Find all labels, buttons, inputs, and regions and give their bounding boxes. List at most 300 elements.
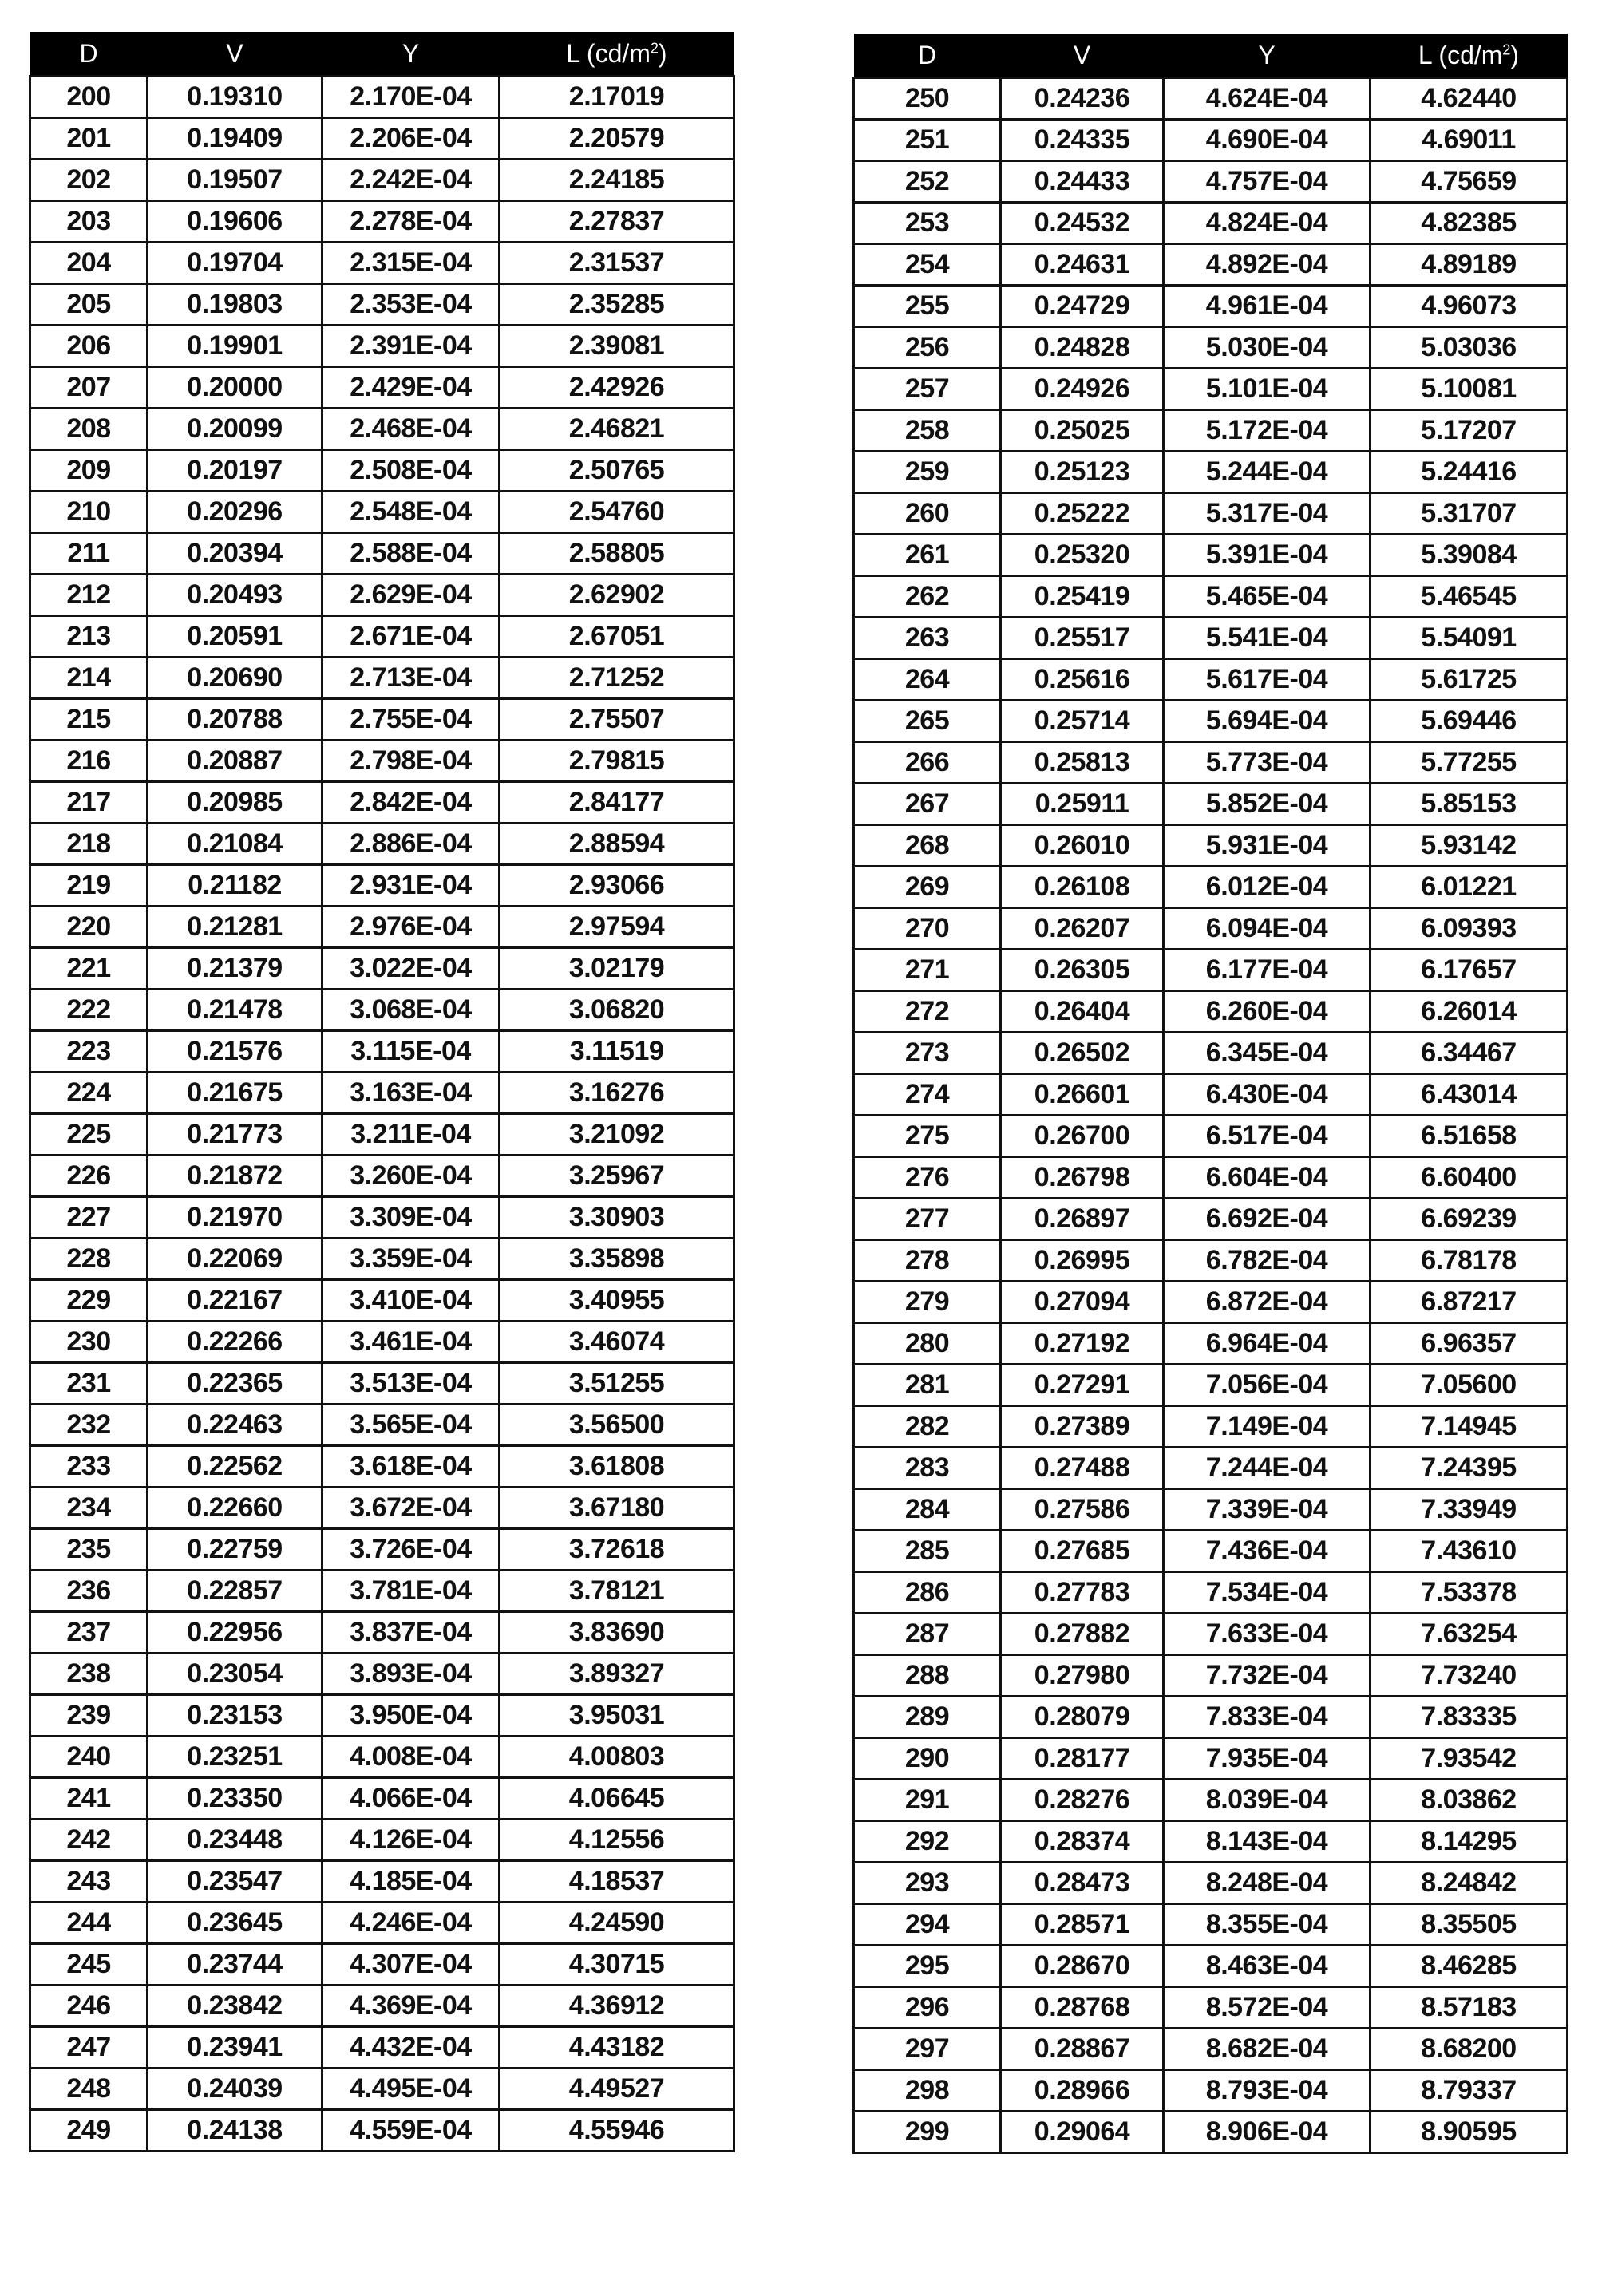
- cell-d: 266: [854, 742, 1001, 784]
- cell-y: 5.030E-04: [1164, 327, 1371, 369]
- cell-v: 0.20394: [148, 533, 322, 575]
- table-row: [30, 201, 734, 243]
- cell-y: 3.022E-04: [322, 948, 500, 990]
- cell-d: 281: [854, 1365, 1001, 1406]
- cell-d: 270: [854, 908, 1001, 950]
- table-row: [30, 1986, 734, 2027]
- table-row: [854, 1157, 1568, 1199]
- luminance-table-right: [852, 34, 1568, 2154]
- cell-v: 0.28374: [1001, 1821, 1164, 1863]
- column-header-label: V: [1074, 41, 1090, 69]
- cell-d: 217: [30, 782, 148, 824]
- cell-l: 4.62440: [1371, 78, 1568, 120]
- cell-l: 8.79337: [1371, 2070, 1568, 2112]
- cell-v: 0.26207: [1001, 908, 1164, 950]
- cell-v: 0.24433: [1001, 161, 1164, 203]
- cell-v: 0.22759: [148, 1529, 322, 1571]
- cell-v: 0.22463: [148, 1405, 322, 1446]
- cell-v: 0.24039: [148, 2069, 322, 2110]
- table-row: [854, 1489, 1568, 1531]
- cell-l: 4.24590: [500, 1903, 734, 1944]
- cell-y: 6.964E-04: [1164, 1323, 1371, 1365]
- cell-l: 3.46074: [500, 1322, 734, 1363]
- cell-d: 207: [30, 367, 148, 409]
- cell-d: 200: [30, 77, 148, 118]
- cell-l: 3.51255: [500, 1363, 734, 1405]
- cell-v: 0.26108: [1001, 867, 1164, 908]
- cell-l: 7.43610: [1371, 1531, 1568, 1572]
- cell-l: 2.39081: [500, 326, 734, 367]
- cell-l: 2.27837: [500, 201, 734, 243]
- table-row: [30, 1571, 734, 1612]
- table-row: [30, 1405, 734, 1446]
- table-header: [30, 32, 734, 77]
- cell-v: 0.21379: [148, 948, 322, 990]
- cell-d: 209: [30, 450, 148, 492]
- table-row: [30, 77, 734, 118]
- cell-l: 3.30903: [500, 1197, 734, 1239]
- cell-y: 2.429E-04: [322, 367, 500, 409]
- cell-d: 271: [854, 950, 1001, 991]
- cell-v: 0.20296: [148, 492, 322, 533]
- cell-v: 0.27192: [1001, 1323, 1164, 1365]
- cell-v: 0.21872: [148, 1156, 322, 1197]
- cell-d: 216: [30, 741, 148, 782]
- cell-v: 0.24335: [1001, 120, 1164, 161]
- cell-v: 0.22857: [148, 1571, 322, 1612]
- cell-y: 2.755E-04: [322, 699, 500, 741]
- cell-d: 245: [30, 1944, 148, 1986]
- cell-y: 3.211E-04: [322, 1114, 500, 1156]
- cell-v: 0.22266: [148, 1322, 322, 1363]
- table-row: [30, 2069, 734, 2110]
- table-row: [30, 1903, 734, 1944]
- cell-d: 237: [30, 1612, 148, 1654]
- cell-y: 4.008E-04: [322, 1737, 500, 1778]
- cell-y: 7.534E-04: [1164, 1572, 1371, 1614]
- cell-l: 8.14295: [1371, 1821, 1568, 1863]
- cell-v: 0.27094: [1001, 1282, 1164, 1323]
- cell-d: 252: [854, 161, 1001, 203]
- table-row: [854, 203, 1568, 244]
- cell-y: 2.629E-04: [322, 575, 500, 616]
- table-row: [30, 616, 734, 658]
- cell-v: 0.28276: [1001, 1780, 1164, 1821]
- cell-v: 0.26305: [1001, 950, 1164, 991]
- table-row: [854, 1572, 1568, 1614]
- cell-d: 223: [30, 1031, 148, 1073]
- cell-d: 203: [30, 201, 148, 243]
- cell-d: 220: [30, 907, 148, 948]
- cell-d: 248: [30, 2069, 148, 2110]
- cell-y: 4.185E-04: [322, 1861, 500, 1903]
- cell-d: 238: [30, 1654, 148, 1695]
- cell-l: 3.89327: [500, 1654, 734, 1695]
- cell-v: 0.24729: [1001, 286, 1164, 327]
- cell-d: 246: [30, 1986, 148, 2027]
- cell-v: 0.20985: [148, 782, 322, 824]
- cell-v: 0.27882: [1001, 1614, 1164, 1655]
- cell-y: 8.039E-04: [1164, 1780, 1371, 1821]
- cell-y: 2.713E-04: [322, 658, 500, 699]
- cell-l: 4.96073: [1371, 286, 1568, 327]
- table-row: [30, 492, 734, 533]
- cell-y: 3.410E-04: [322, 1280, 500, 1322]
- cell-v: 0.25714: [1001, 701, 1164, 742]
- cell-v: 0.19704: [148, 243, 322, 284]
- cell-d: 243: [30, 1861, 148, 1903]
- superscript: 2: [1502, 41, 1510, 57]
- cell-v: 0.22069: [148, 1239, 322, 1280]
- cell-v: 0.27291: [1001, 1365, 1164, 1406]
- cell-d: 290: [854, 1738, 1001, 1780]
- cell-l: 5.10081: [1371, 369, 1568, 410]
- cell-v: 0.25517: [1001, 618, 1164, 659]
- cell-v: 0.21773: [148, 1114, 322, 1156]
- table-row: [854, 1199, 1568, 1240]
- cell-d: 221: [30, 948, 148, 990]
- cell-v: 0.25025: [1001, 410, 1164, 452]
- cell-d: 212: [30, 575, 148, 616]
- cell-y: 5.465E-04: [1164, 576, 1371, 618]
- table-row: [30, 409, 734, 450]
- cell-l: 3.40955: [500, 1280, 734, 1322]
- table-row: [30, 990, 734, 1031]
- cell-d: 287: [854, 1614, 1001, 1655]
- cell-d: 272: [854, 991, 1001, 1033]
- column-header-label: L (cd/m: [566, 39, 651, 68]
- cell-l: 3.25967: [500, 1156, 734, 1197]
- cell-d: 224: [30, 1073, 148, 1114]
- cell-y: 3.950E-04: [322, 1695, 500, 1737]
- cell-y: 4.307E-04: [322, 1944, 500, 1986]
- cell-d: 228: [30, 1239, 148, 1280]
- cell-y: 5.773E-04: [1164, 742, 1371, 784]
- cell-y: 4.432E-04: [322, 2027, 500, 2069]
- cell-l: 8.90595: [1371, 2112, 1568, 2153]
- cell-l: 3.16276: [500, 1073, 734, 1114]
- column-header-d: [854, 34, 1001, 78]
- cell-l: 8.24842: [1371, 1863, 1568, 1904]
- cell-y: 3.893E-04: [322, 1654, 500, 1695]
- cell-y: 2.170E-04: [322, 77, 500, 118]
- cell-y: 7.149E-04: [1164, 1406, 1371, 1448]
- cell-v: 0.28966: [1001, 2070, 1164, 2112]
- cell-y: 6.517E-04: [1164, 1116, 1371, 1157]
- table-row: [30, 450, 734, 492]
- cell-v: 0.28670: [1001, 1946, 1164, 1987]
- table-row: [30, 367, 734, 409]
- cell-l: 3.35898: [500, 1239, 734, 1280]
- cell-d: 232: [30, 1405, 148, 1446]
- cell-v: 0.26010: [1001, 825, 1164, 867]
- table-row: [30, 284, 734, 326]
- cell-l: 2.75507: [500, 699, 734, 741]
- cell-l: 6.87217: [1371, 1282, 1568, 1323]
- cell-l: 4.06645: [500, 1778, 734, 1820]
- cell-d: 239: [30, 1695, 148, 1737]
- table-row: [854, 1116, 1568, 1157]
- cell-v: 0.20000: [148, 367, 322, 409]
- cell-y: 2.508E-04: [322, 450, 500, 492]
- cell-d: 288: [854, 1655, 1001, 1697]
- cell-l: 2.62902: [500, 575, 734, 616]
- cell-d: 211: [30, 533, 148, 575]
- cell-d: 259: [854, 452, 1001, 493]
- cell-y: 4.246E-04: [322, 1903, 500, 1944]
- column-header-v: [1001, 34, 1164, 78]
- table-row: [854, 825, 1568, 867]
- cell-l: 3.61808: [500, 1446, 734, 1488]
- cell-d: 282: [854, 1406, 1001, 1448]
- cell-l: 6.09393: [1371, 908, 1568, 950]
- table-row: [30, 1737, 734, 1778]
- cell-y: 2.353E-04: [322, 284, 500, 326]
- table-row: [854, 1323, 1568, 1365]
- cell-v: 0.23744: [148, 1944, 322, 1986]
- cell-d: 257: [854, 369, 1001, 410]
- table-row: [854, 1904, 1568, 1946]
- cell-l: 5.31707: [1371, 493, 1568, 535]
- cell-l: 6.34467: [1371, 1033, 1568, 1074]
- cell-l: 6.17657: [1371, 950, 1568, 991]
- cell-l: 3.06820: [500, 990, 734, 1031]
- cell-y: 5.101E-04: [1164, 369, 1371, 410]
- cell-y: 3.260E-04: [322, 1156, 500, 1197]
- cell-y: 3.068E-04: [322, 990, 500, 1031]
- cell-v: 0.22167: [148, 1280, 322, 1322]
- table-row: [854, 2029, 1568, 2070]
- cell-l: 2.71252: [500, 658, 734, 699]
- cell-y: 3.513E-04: [322, 1363, 500, 1405]
- column-header-label: V: [226, 39, 243, 68]
- column-header-label: Y: [402, 39, 419, 68]
- cell-y: 5.172E-04: [1164, 410, 1371, 452]
- cell-v: 0.26897: [1001, 1199, 1164, 1240]
- cell-d: 263: [854, 618, 1001, 659]
- cell-y: 4.126E-04: [322, 1820, 500, 1861]
- cell-l: 2.24185: [500, 160, 734, 201]
- cell-y: 4.495E-04: [322, 2069, 500, 2110]
- column-header-l: [500, 32, 734, 77]
- cell-l: 7.33949: [1371, 1489, 1568, 1531]
- cell-l: 5.77255: [1371, 742, 1568, 784]
- cell-y: 3.115E-04: [322, 1031, 500, 1073]
- cell-v: 0.25419: [1001, 576, 1164, 618]
- cell-l: 4.89189: [1371, 244, 1568, 286]
- cell-v: 0.25320: [1001, 535, 1164, 576]
- cell-v: 0.28571: [1001, 1904, 1164, 1946]
- cell-d: 201: [30, 118, 148, 160]
- cell-v: 0.27783: [1001, 1572, 1164, 1614]
- column-header-label: D: [918, 41, 936, 69]
- column-header-label: D: [79, 39, 97, 68]
- cell-l: 8.35505: [1371, 1904, 1568, 1946]
- table-header: [854, 34, 1568, 78]
- cell-l: 2.58805: [500, 533, 734, 575]
- table-row: [854, 493, 1568, 535]
- cell-d: 244: [30, 1903, 148, 1944]
- cell-d: 254: [854, 244, 1001, 286]
- table-row: [854, 1987, 1568, 2029]
- cell-d: 267: [854, 784, 1001, 825]
- table-row: [30, 2027, 734, 2069]
- cell-d: 283: [854, 1448, 1001, 1489]
- table-row: [854, 535, 1568, 576]
- table-row: [30, 1778, 734, 1820]
- cell-y: 3.309E-04: [322, 1197, 500, 1239]
- cell-d: 222: [30, 990, 148, 1031]
- cell-l: 2.54760: [500, 492, 734, 533]
- cell-v: 0.22660: [148, 1488, 322, 1529]
- cell-l: 3.21092: [500, 1114, 734, 1156]
- cell-y: 3.672E-04: [322, 1488, 500, 1529]
- table-row: [854, 1946, 1568, 1987]
- cell-d: 231: [30, 1363, 148, 1405]
- table-row: [854, 908, 1568, 950]
- table-row: [854, 742, 1568, 784]
- cell-d: 273: [854, 1033, 1001, 1074]
- cell-l: 6.96357: [1371, 1323, 1568, 1365]
- cell-d: 236: [30, 1571, 148, 1612]
- table-row: [30, 326, 734, 367]
- cell-y: 4.369E-04: [322, 1986, 500, 2027]
- cell-v: 0.20788: [148, 699, 322, 741]
- cell-v: 0.27685: [1001, 1531, 1164, 1572]
- cell-y: 6.782E-04: [1164, 1240, 1371, 1282]
- cell-y: 7.935E-04: [1164, 1738, 1371, 1780]
- cell-v: 0.25616: [1001, 659, 1164, 701]
- cell-d: 253: [854, 203, 1001, 244]
- table-row: [854, 1074, 1568, 1116]
- cell-l: 2.97594: [500, 907, 734, 948]
- table-row: [854, 659, 1568, 701]
- cell-y: 4.559E-04: [322, 2110, 500, 2152]
- cell-y: 4.892E-04: [1164, 244, 1371, 286]
- cell-v: 0.22365: [148, 1363, 322, 1405]
- table-row: [854, 244, 1568, 286]
- table-row: [30, 1695, 734, 1737]
- cell-d: 219: [30, 865, 148, 907]
- table-row: [854, 1614, 1568, 1655]
- column-header-y: [1164, 34, 1371, 78]
- paren-close: ): [1510, 41, 1519, 69]
- cell-y: 6.692E-04: [1164, 1199, 1371, 1240]
- cell-v: 0.23153: [148, 1695, 322, 1737]
- cell-d: 268: [854, 825, 1001, 867]
- cell-d: 292: [854, 1821, 1001, 1863]
- column-header-d: [30, 32, 148, 77]
- cell-y: 2.886E-04: [322, 824, 500, 865]
- cell-y: 8.572E-04: [1164, 1987, 1371, 2029]
- cell-d: 233: [30, 1446, 148, 1488]
- cell-y: 6.604E-04: [1164, 1157, 1371, 1199]
- cell-d: 250: [854, 78, 1001, 120]
- cell-d: 225: [30, 1114, 148, 1156]
- table-row: [854, 78, 1568, 120]
- cell-l: 5.93142: [1371, 825, 1568, 867]
- cell-l: 7.53378: [1371, 1572, 1568, 1614]
- table-row: [854, 286, 1568, 327]
- cell-d: 241: [30, 1778, 148, 1820]
- table-row: [30, 948, 734, 990]
- cell-d: 296: [854, 1987, 1001, 2029]
- cell-l: 6.51658: [1371, 1116, 1568, 1157]
- table-row: [854, 784, 1568, 825]
- cell-l: 4.18537: [500, 1861, 734, 1903]
- column-header-l: [1371, 34, 1568, 78]
- cell-y: 2.391E-04: [322, 326, 500, 367]
- cell-l: 2.67051: [500, 616, 734, 658]
- table-row: [30, 1446, 734, 1488]
- cell-v: 0.24926: [1001, 369, 1164, 410]
- cell-v: 0.20493: [148, 575, 322, 616]
- cell-y: 7.833E-04: [1164, 1697, 1371, 1738]
- luminance-table-left: [29, 32, 735, 2152]
- table-row: [854, 618, 1568, 659]
- table-row: [854, 991, 1568, 1033]
- cell-y: 4.961E-04: [1164, 286, 1371, 327]
- cell-l: 8.68200: [1371, 2029, 1568, 2070]
- cell-l: 6.01221: [1371, 867, 1568, 908]
- cell-d: 260: [854, 493, 1001, 535]
- cell-v: 0.23448: [148, 1820, 322, 1861]
- cell-v: 0.27488: [1001, 1448, 1164, 1489]
- cell-y: 4.757E-04: [1164, 161, 1371, 203]
- cell-l: 5.39084: [1371, 535, 1568, 576]
- column-header-v: [148, 32, 322, 77]
- cell-v: 0.21478: [148, 990, 322, 1031]
- table-row: [854, 1780, 1568, 1821]
- cell-v: 0.27389: [1001, 1406, 1164, 1448]
- table-row: [854, 2070, 1568, 2112]
- cell-l: 2.79815: [500, 741, 734, 782]
- cell-y: 4.824E-04: [1164, 203, 1371, 244]
- cell-y: 5.694E-04: [1164, 701, 1371, 742]
- cell-v: 0.28079: [1001, 1697, 1164, 1738]
- cell-d: 276: [854, 1157, 1001, 1199]
- cell-d: 218: [30, 824, 148, 865]
- cell-d: 298: [854, 2070, 1001, 2112]
- cell-v: 0.25123: [1001, 452, 1164, 493]
- cell-d: 251: [854, 120, 1001, 161]
- cell-l: 4.36912: [500, 1986, 734, 2027]
- cell-d: 297: [854, 2029, 1001, 2070]
- cell-d: 293: [854, 1863, 1001, 1904]
- cell-y: 6.345E-04: [1164, 1033, 1371, 1074]
- cell-y: 2.931E-04: [322, 865, 500, 907]
- cell-d: 277: [854, 1199, 1001, 1240]
- cell-v: 0.24631: [1001, 244, 1164, 286]
- cell-y: 2.671E-04: [322, 616, 500, 658]
- cell-v: 0.23842: [148, 1986, 322, 2027]
- cell-v: 0.26601: [1001, 1074, 1164, 1116]
- cell-y: 2.842E-04: [322, 782, 500, 824]
- cell-d: 274: [854, 1074, 1001, 1116]
- cell-v: 0.23251: [148, 1737, 322, 1778]
- cell-l: 4.30715: [500, 1944, 734, 1986]
- table-row: [30, 741, 734, 782]
- cell-v: 0.24138: [148, 2110, 322, 2152]
- cell-v: 0.19803: [148, 284, 322, 326]
- cell-l: 7.83335: [1371, 1697, 1568, 1738]
- cell-y: 3.726E-04: [322, 1529, 500, 1571]
- cell-d: 285: [854, 1531, 1001, 1572]
- cell-y: 6.430E-04: [1164, 1074, 1371, 1116]
- cell-y: 5.244E-04: [1164, 452, 1371, 493]
- cell-v: 0.24236: [1001, 78, 1164, 120]
- cell-l: 7.73240: [1371, 1655, 1568, 1697]
